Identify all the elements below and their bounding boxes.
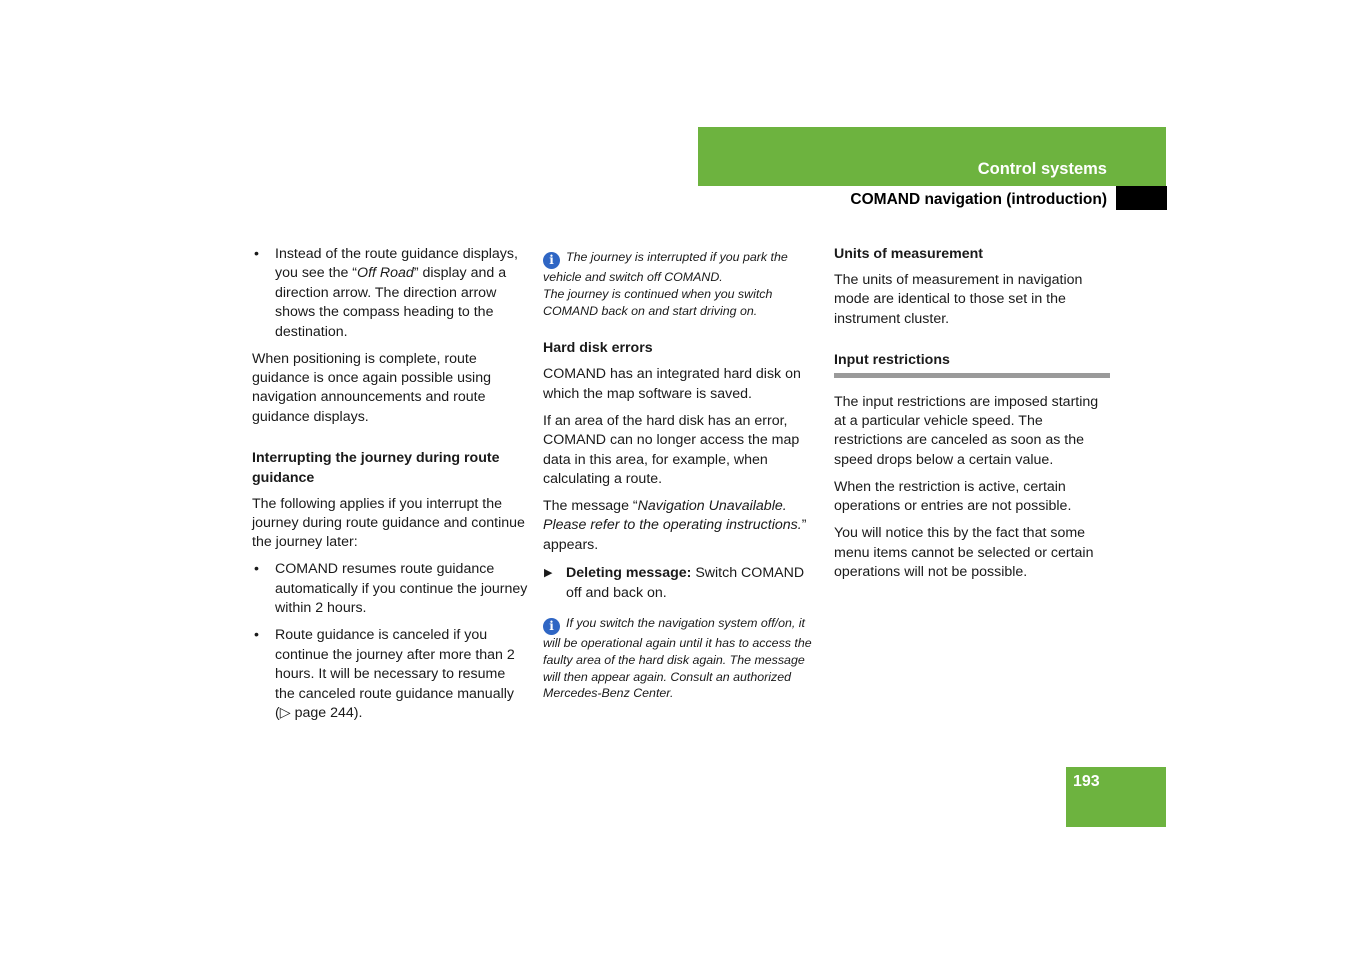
heading-rule [834, 373, 1110, 378]
bullet-list-top [252, 245, 528, 342]
paragraph [543, 497, 819, 555]
bullet-text: Instead of the route guidance displays, you see the “ [275, 246, 518, 282]
paragraph-text: The message “ [543, 498, 638, 515]
message-text: Navigation Unavailable. Please refer to the operating instructions. [543, 498, 802, 534]
column-middle [543, 249, 819, 718]
info-icon: i [543, 252, 560, 269]
paragraph: When the restriction is active, certain operations or entries are not possible. [834, 478, 1072, 515]
instruction-step [543, 564, 819, 603]
paragraph: COMAND has an integrated hard disk on which the map software is saved. [543, 366, 801, 402]
note-text: If you switch the navigation system off/on, it will be operational again until it has to access the faulty area of the hard disk again. The message will then appear again. Consult an authorized Mercedes-Benz Center. [543, 616, 812, 701]
bullet-text: ” display and a direction arrow. The direction arrow shows the compass heading to the destination. [275, 265, 507, 340]
section-heading: Units of measurement [834, 246, 984, 262]
display-name: Off Road [357, 265, 414, 282]
page-number: 193 [1073, 773, 1100, 790]
note-text: The journey is continued when you switch COMAND back on and start driving on. [543, 286, 773, 318]
note-text: The journey is interrupted if you park the vehicle and switch off COMAND. [543, 250, 788, 284]
paragraph-text: ” appears. [543, 517, 807, 553]
bullet-text: ). [353, 704, 363, 721]
info-note [543, 615, 819, 702]
bullet-list [252, 560, 528, 723]
column-left [252, 245, 528, 731]
info-icon: i [543, 618, 560, 635]
section-title: Control systems [977, 160, 1107, 178]
paragraph: If an area of the hard disk has an error, COMAND can no longer access the map data in this area, for example, when calculating a route. [543, 412, 800, 488]
bullet-text: Route guidance is canceled if you continue the journey after more than 2 hours. It will be necessary to resume the canceled route guidance manually ( [275, 627, 515, 721]
info-note [543, 249, 819, 319]
column-right [834, 245, 1110, 590]
step-label: Deleting message: [566, 565, 692, 582]
paragraph: The following applies if you interrupt the journey during route guidance and continue the journey later: [252, 495, 525, 551]
list-item: • COMAND resumes route guidance automatically if you continue the journey within 2 hours. [252, 560, 528, 618]
list-item [252, 245, 528, 342]
paragraph: You will notice this by the fact that some menu items cannot be selected or certain operations will not be possible. [834, 525, 1094, 581]
paragraph: The input restrictions are imposed starting at a particular vehicle speed. The restrictions are canceled as soon as the speed drops below a certain value. [834, 393, 1099, 468]
section-heading: Interrupting the journey during route guidance [252, 450, 500, 486]
paragraph: When positioning is complete, route guidance is once again possible using navigation announcements and route guidance displays. [252, 350, 491, 425]
page-reference[interactable]: ▷ page 244 [279, 704, 354, 721]
header-marker [1116, 186, 1167, 210]
section-heading: Input restrictions [834, 352, 950, 369]
section-heading: Hard disk errors [543, 340, 653, 357]
triangle-right-icon: ▶ [544, 567, 553, 580]
subsection-title: COMAND navigation (introduction) [850, 191, 1107, 208]
list-item [252, 626, 528, 723]
step-text: Switch COMAND off and back on. [566, 565, 805, 601]
paragraph: The units of measurement in navigation mode are identical to those set in the instrument cluster. [834, 272, 1083, 327]
